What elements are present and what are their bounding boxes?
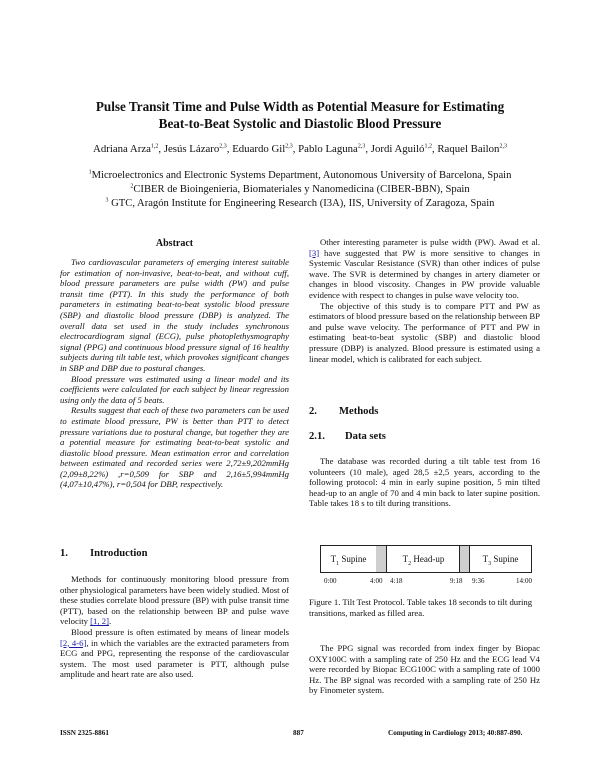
author: Eduardo Gil$^{2,3}$ <box>232 143 293 155</box>
affiliation: $^2$CIBER de Bioingenieria, Biomateriales y Nanomedicina (CIBER-BBN), Spain <box>130 183 470 195</box>
author: Adriana Arza$^{1,2}$ <box>93 143 159 155</box>
time-tick: 0:00 <box>324 577 337 585</box>
figure-caption: Figure 1. Tilt Test Protocol. Table takes 18 seconds to tilt during transitions, marked as filled area. <box>309 597 533 618</box>
citation-link[interactable]: [2, 4-6] <box>60 637 87 648</box>
abstract-paragraph: Two cardiovascular parameters of emerging interest suitable for estimation of non-invasive, beat-to-beat, and without cuff, blood pressure parameters are pulse width (PW) and pulse transit time (PTT). In this study the performance of both parameters in estimating beat-to-beat systolic blood pressure (SBP) and diastolic blood pressure (DBP) is analyzed. The overall data set used in the study includes synchronous electrocardiogram signal (ECG), pulse photoplethysmography signal (PPG) and continuous blood pressure signal of 16 healthy subjects during tilt table test, which provokes significant changes in SBP and DBP due to postural changes. <box>60 257 289 373</box>
abstract-paragraph: Blood pressure was estimated using a linear model and its coefficients were calculated for each subject by linear regression using only the data of 5 beats. <box>60 373 289 405</box>
author: Jordi Aguiló$^{1,2}$ <box>370 143 432 155</box>
time-tick: 9:36 <box>472 577 485 585</box>
paper-title <box>40 98 560 132</box>
transition-fill <box>376 546 386 572</box>
body-paragraph: The PPG signal was recorded from index finger by Biopac OXY100C with a sampling rate of 250 Hz and the ECG lead V4 were recorded by Biopac ECG100C with a sampling rate of 1000 Hz. The BP signal was recorded with a sampling rate of 250 Hz by Finometer system. <box>309 643 540 696</box>
page-number: 887 <box>293 729 304 737</box>
section-heading-methods: 2. Methods <box>309 406 379 417</box>
author: Raquel Bailon$^{2,3}$ <box>437 143 507 155</box>
body-paragraph: The objective of this study is to compare PTT and PW as estimators of blood pressure based on the relationship between BP and pulse wave velocity. The performance of PTT and PW in estimating beat-to-beat systolic (SBP) and diastolic blood pressure (DBP) is analyzed. Blood pressure is estimated using a linear model, which is calibrated for each subject. <box>309 300 540 364</box>
body-paragraph: Blood pressure is often estimated by means of linear models [2, 4-6], in which the variables are the extracted parameters from ECG and PPG, representing the response of the cardiovascular system. The most used parameter is PTT, although pulse amplitude and heart rate are also used. <box>60 626 289 680</box>
footer-issn: ISSN 2325-8861 <box>60 729 109 737</box>
introduction-continued <box>309 237 540 364</box>
segment-head-up: $T_2$ Head-up <box>386 546 460 572</box>
body-paragraph: The database was recorded during a tilt table test from 16 volunteers (10 male), aged 28,5 ±2,5 years, according to the following protocol: 4 min in early supine position, 5 min tilted head-up to an angle of 70 and 4 min back to later supine position. Table takes 18 s to tilt during transitions. <box>309 456 540 509</box>
tilt-protocol-figure <box>320 545 532 573</box>
affiliation-list <box>30 169 570 211</box>
methods-body-continued <box>309 643 540 696</box>
body-paragraph: Methods for continuously monitoring blood pressure from other physiological parameters have been widely studied. Most of these studies correlate blood pressure (BP) with pulse transit time (PTT), based on the relationship between BP and pulse wave velocity [1, 2]. <box>60 574 289 627</box>
affiliation: $^1$Microelectronics and Electronic Systems Department, Autonomous University of Barcelona, Spain <box>88 169 512 181</box>
segment-supine-1: $T_1$ Supine <box>330 554 367 567</box>
affiliation: $^3$ GTC, Aragón Institute for Engineering Research (I3A), IIS, University of Zaragoza, Spain <box>105 197 495 209</box>
footer-journal: Computing in Cardiology 2013; 40:887-890. <box>388 729 523 737</box>
introduction-body <box>60 574 289 680</box>
time-tick: 9:18 <box>450 577 463 585</box>
citation-link[interactable]: [3] <box>309 247 320 258</box>
segment-supine-2: $T_3$ Supine <box>469 546 531 572</box>
citation-link[interactable]: [1, 2] <box>90 616 109 627</box>
author: Pablo Laguna$^{2,3}$ <box>298 143 366 155</box>
time-tick: 14:00 <box>516 577 532 585</box>
author: Jesús Lázaro$^{2,3}$ <box>163 143 227 155</box>
paper-title-line-1: Pulse Transit Time and Pulse Width as Potential Measure for Estimating <box>95 99 505 114</box>
subsection-heading-data-sets: 2.1. Data sets <box>309 431 386 442</box>
methods-body <box>309 456 540 509</box>
paper-title-line-2: Beat-to-Beat Systolic and Diastolic Blood Pressure <box>158 116 442 131</box>
time-tick: 4:18 <box>390 577 403 585</box>
abstract-paragraph: Results suggest that each of these two parameters can be used to estimate blood pressure, PW is better than PTT to detect pressure variations due to postural change, but together they are a potential measure for estimating beat-to-beat systolic and diastolic blood pressure. Mean estimation error and correlation between estimated and recorded series were 2,72±9,202mmHg (2,09±8,22%) ,r=0,509 for SBP and 2,16±5,994mmHg (4,07±10,47%), r=0,504 for DBP, respectively. <box>60 405 289 490</box>
time-tick: 4:00 <box>370 577 383 585</box>
abstract-heading: Abstract <box>155 238 194 249</box>
section-heading-introduction: 1. Introduction <box>60 548 148 559</box>
body-paragraph: Other interesting parameter is pulse width (PW). Awad et al. [3] have suggested that PW is more sensitive to changes in Systemic Vascular Resistance (SVR) than other indices of pulse wave. The SVR is determined by changes in artery diameter or changes in blood viscosity. Changes in PW provide valuable evidence with respect to changes in pulse wave velocity too. <box>309 237 540 300</box>
abstract-body <box>60 257 289 490</box>
author-list: Adriana Arza$^{1,2}$, Jesús Lázaro$^{2,3}$, Eduardo Gil$^{2,3}$, Pablo Laguna$^{2,3}$, Jordi Aguiló$^{1,2}$, Raquel Bailon$^{2,3}$ <box>93 143 507 155</box>
